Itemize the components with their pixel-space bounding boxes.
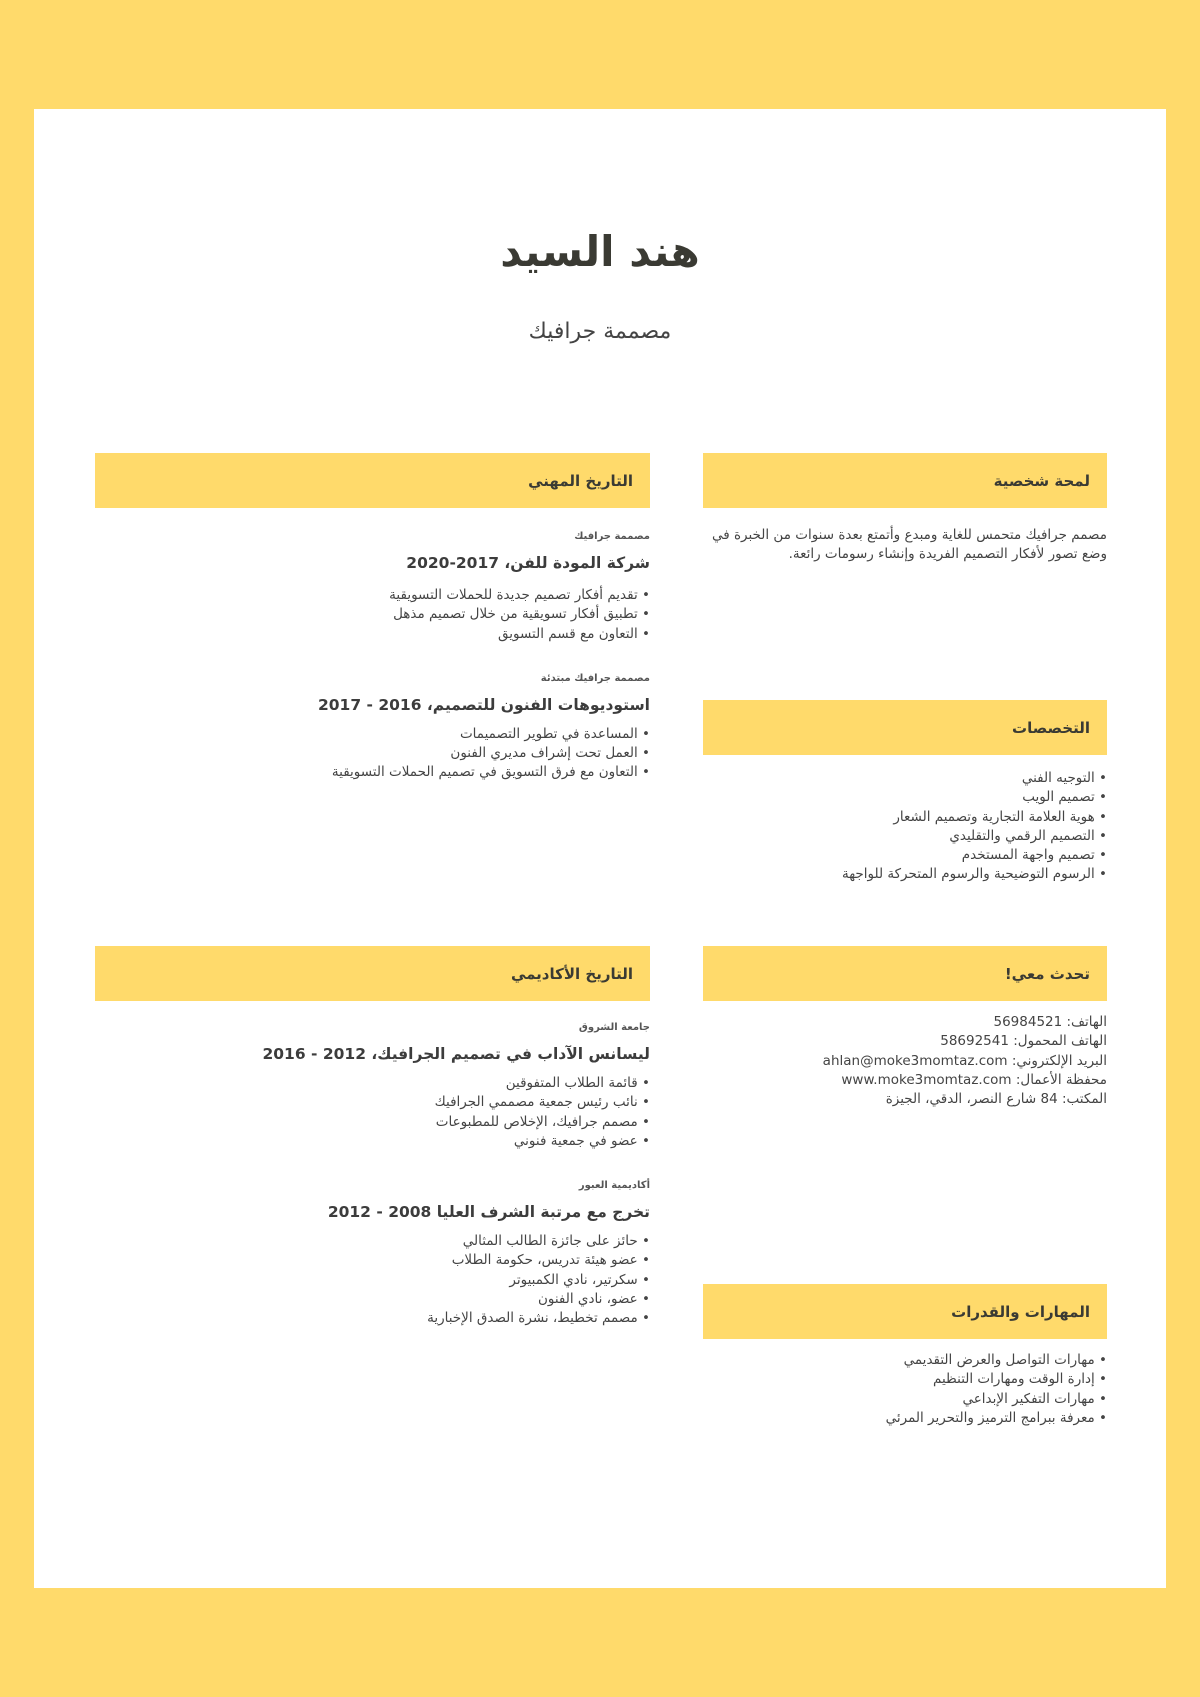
list-item: • تطبيق أفكار تسويقية من خلال تصميم مذهل xyxy=(95,605,650,624)
list-item: • عضو، نادي الفنون xyxy=(95,1290,650,1309)
list-item: • مهارات التواصل والعرض التقديمي xyxy=(703,1351,1107,1370)
experience-entry xyxy=(95,530,650,644)
experience-section xyxy=(95,453,650,783)
list-item: • تقديم أفكار تصميم جديدة للحملات التسويقية xyxy=(95,586,650,605)
entry-organization: استوديوهات الفنون للتصميم، 2016 - 2017 xyxy=(317,695,650,714)
list-item: • تصميم واجهة المستخدم xyxy=(703,846,1107,865)
contact-heading: تحدث معي! xyxy=(703,946,1107,1001)
contact-office: المكتب: 84 شارع النصر، الدقي، الجيزة xyxy=(885,1091,1107,1108)
entry-bullet-list xyxy=(95,1074,650,1151)
list-item: • معرفة ببرامج الترميز والتحرير المرئي xyxy=(703,1409,1107,1428)
skills-heading: المهارات والقدرات xyxy=(703,1284,1107,1339)
list-item: • العمل تحت إشراف مديري الفنون xyxy=(95,744,650,763)
list-item: • الرسوم التوضيحية والرسوم المتحركة للواجهة xyxy=(703,865,1107,884)
profile-section xyxy=(703,453,1107,564)
contact-email: البريد الإلكتروني: ahlan@moke3momtaz.com xyxy=(822,1052,1107,1069)
list-item: • قائمة الطلاب المتفوقين xyxy=(95,1074,650,1093)
list-item: • التعاون مع قسم التسويق xyxy=(95,625,650,644)
experience-heading: التاريخ المهني xyxy=(95,453,650,508)
contact-section xyxy=(703,946,1107,1109)
entry-bullet-list xyxy=(95,586,650,644)
skills-section xyxy=(703,1284,1107,1428)
list-item: • مهارات التفكير الإبداعي xyxy=(703,1390,1107,1409)
list-item: • عضو هيئة تدريس، حكومة الطلاب xyxy=(95,1251,650,1270)
profile-heading: لمحة شخصية xyxy=(703,453,1107,508)
resume-name: هند السيد xyxy=(500,227,700,276)
entry-role: مصممة جرافيك xyxy=(574,531,650,542)
list-item: • التصميم الرقمي والتقليدي xyxy=(703,827,1107,846)
list-item: • نائب رئيس جمعية مصممي الجرافيك xyxy=(95,1093,650,1112)
specialties-list xyxy=(703,769,1107,885)
contact-details xyxy=(703,1013,1107,1109)
entry-role: جامعة الشروق xyxy=(578,1022,650,1033)
education-heading: التاريخ الأكاديمي xyxy=(95,946,650,1001)
list-item: • عضو في جمعية فنوني xyxy=(95,1132,650,1151)
list-item: • هوية العلامة التجارية وتصميم الشعار xyxy=(703,808,1107,827)
list-item: • المساعدة في تطوير التصميمات xyxy=(95,725,650,744)
specialties-heading: التخصصات xyxy=(703,700,1107,755)
list-item: • مصمم تخطيط، نشرة الصدق الإخبارية xyxy=(95,1309,650,1328)
contact-portfolio: محفظة الأعمال: www.moke3momtaz.com xyxy=(841,1071,1107,1088)
resume-job-title: مصممة جرافيك xyxy=(528,319,672,344)
entry-bullet-list xyxy=(95,1232,650,1328)
entry-organization: تخرج مع مرتبة الشرف العليا 2008 - 2012 xyxy=(327,1203,650,1222)
specialties-section xyxy=(703,700,1107,885)
list-item: • سكرتير، نادي الكمبيوتر xyxy=(95,1271,650,1290)
contact-mobile: الهاتف المحمول: 58692541 xyxy=(940,1033,1107,1050)
skills-list xyxy=(703,1351,1107,1428)
entry-organization: ليسانس الآداب في تصميم الجرافيك، 2012 - 2016 xyxy=(262,1045,650,1063)
list-item: • مصمم جرافيك، الإخلاص للمطبوعات xyxy=(95,1113,650,1132)
entry-role: مصممة جرافيك مبتدئة xyxy=(540,672,650,684)
list-item: • إدارة الوقت ومهارات التنظيم xyxy=(703,1370,1107,1389)
experience-entry xyxy=(95,672,650,783)
education-section xyxy=(95,946,650,1329)
resume-sheet xyxy=(34,109,1166,1588)
contact-phone: الهاتف: 56984521 xyxy=(993,1014,1107,1030)
education-entry xyxy=(95,1179,650,1328)
entry-role: أكاديمية العبور xyxy=(578,1180,650,1192)
list-item: • التوجيه الفني xyxy=(703,769,1107,788)
profile-text: مصمم جرافيك متحمس للغاية ومبدع وأتمتع بعدة سنوات من الخبرة في وضع تصور لأفكار التصميم الفريدة وإنشاء رسومات رائعة. xyxy=(711,527,1107,562)
education-entry xyxy=(95,1021,650,1151)
list-item: • تصميم الويب xyxy=(703,788,1107,807)
entry-bullet-list xyxy=(95,725,650,783)
list-item: • حائز على جائزة الطالب المثالي xyxy=(95,1232,650,1251)
list-item: • التعاون مع فرق التسويق في تصميم الحملات التسويقية xyxy=(95,763,650,782)
entry-organization: شركة المودة للفن، 2017-2020 xyxy=(406,554,650,572)
